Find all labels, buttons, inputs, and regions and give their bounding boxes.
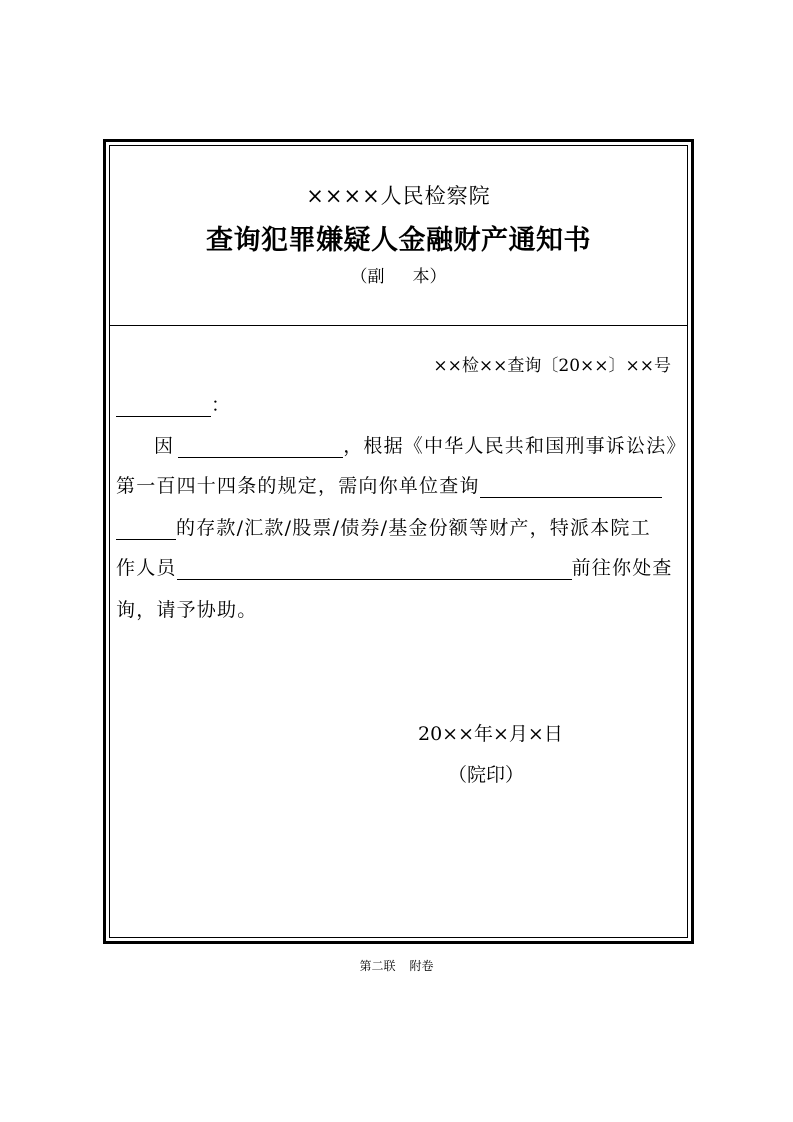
copy-label: （副 本） xyxy=(350,267,447,287)
staff-prefix: 作人员 xyxy=(116,557,177,579)
reason-blank[interactable] xyxy=(178,435,343,458)
document-inner-frame xyxy=(109,145,688,938)
body-line-1 xyxy=(116,431,687,458)
legal-basis-text: ，根据《中华人民共和国刑事诉讼法》 xyxy=(343,435,687,457)
body-line-2 xyxy=(116,471,662,498)
article-text: 第一百四十四条的规定，需向你单位查询 xyxy=(116,475,480,497)
property-types-text: 的存款/汇款/股票/债券/基金份额等财产，特派本院工 xyxy=(176,517,651,539)
issue-date: 20××年×月×日 xyxy=(418,723,563,745)
suspect-blank[interactable] xyxy=(480,475,662,498)
staff-blank[interactable] xyxy=(177,557,572,580)
body-line-4 xyxy=(116,553,673,580)
page-footer xyxy=(0,957,793,974)
staff-suffix: 前往你处查 xyxy=(571,557,673,579)
seal-label: （院印） xyxy=(448,764,525,786)
addressee-line xyxy=(116,390,231,417)
document-number: ××检××查询〔20××〕××号 xyxy=(433,356,671,376)
body-line-3 xyxy=(116,513,651,540)
addressee-colon: ： xyxy=(211,394,232,416)
document-title: 查询犯罪嫌疑人金融财产通知书 xyxy=(206,225,591,256)
addressee-blank[interactable] xyxy=(116,394,211,417)
document-frame xyxy=(103,139,694,944)
issuing-organization: ××××人民检察院 xyxy=(306,184,491,208)
footer-archive: 附卷 xyxy=(409,959,434,973)
reason-prefix: 因 xyxy=(154,435,175,457)
header-divider xyxy=(110,325,687,326)
property-blank[interactable] xyxy=(116,517,176,540)
footer-part: 第二联 xyxy=(359,959,396,973)
body-line-5: 询，请予协助。 xyxy=(116,599,258,621)
